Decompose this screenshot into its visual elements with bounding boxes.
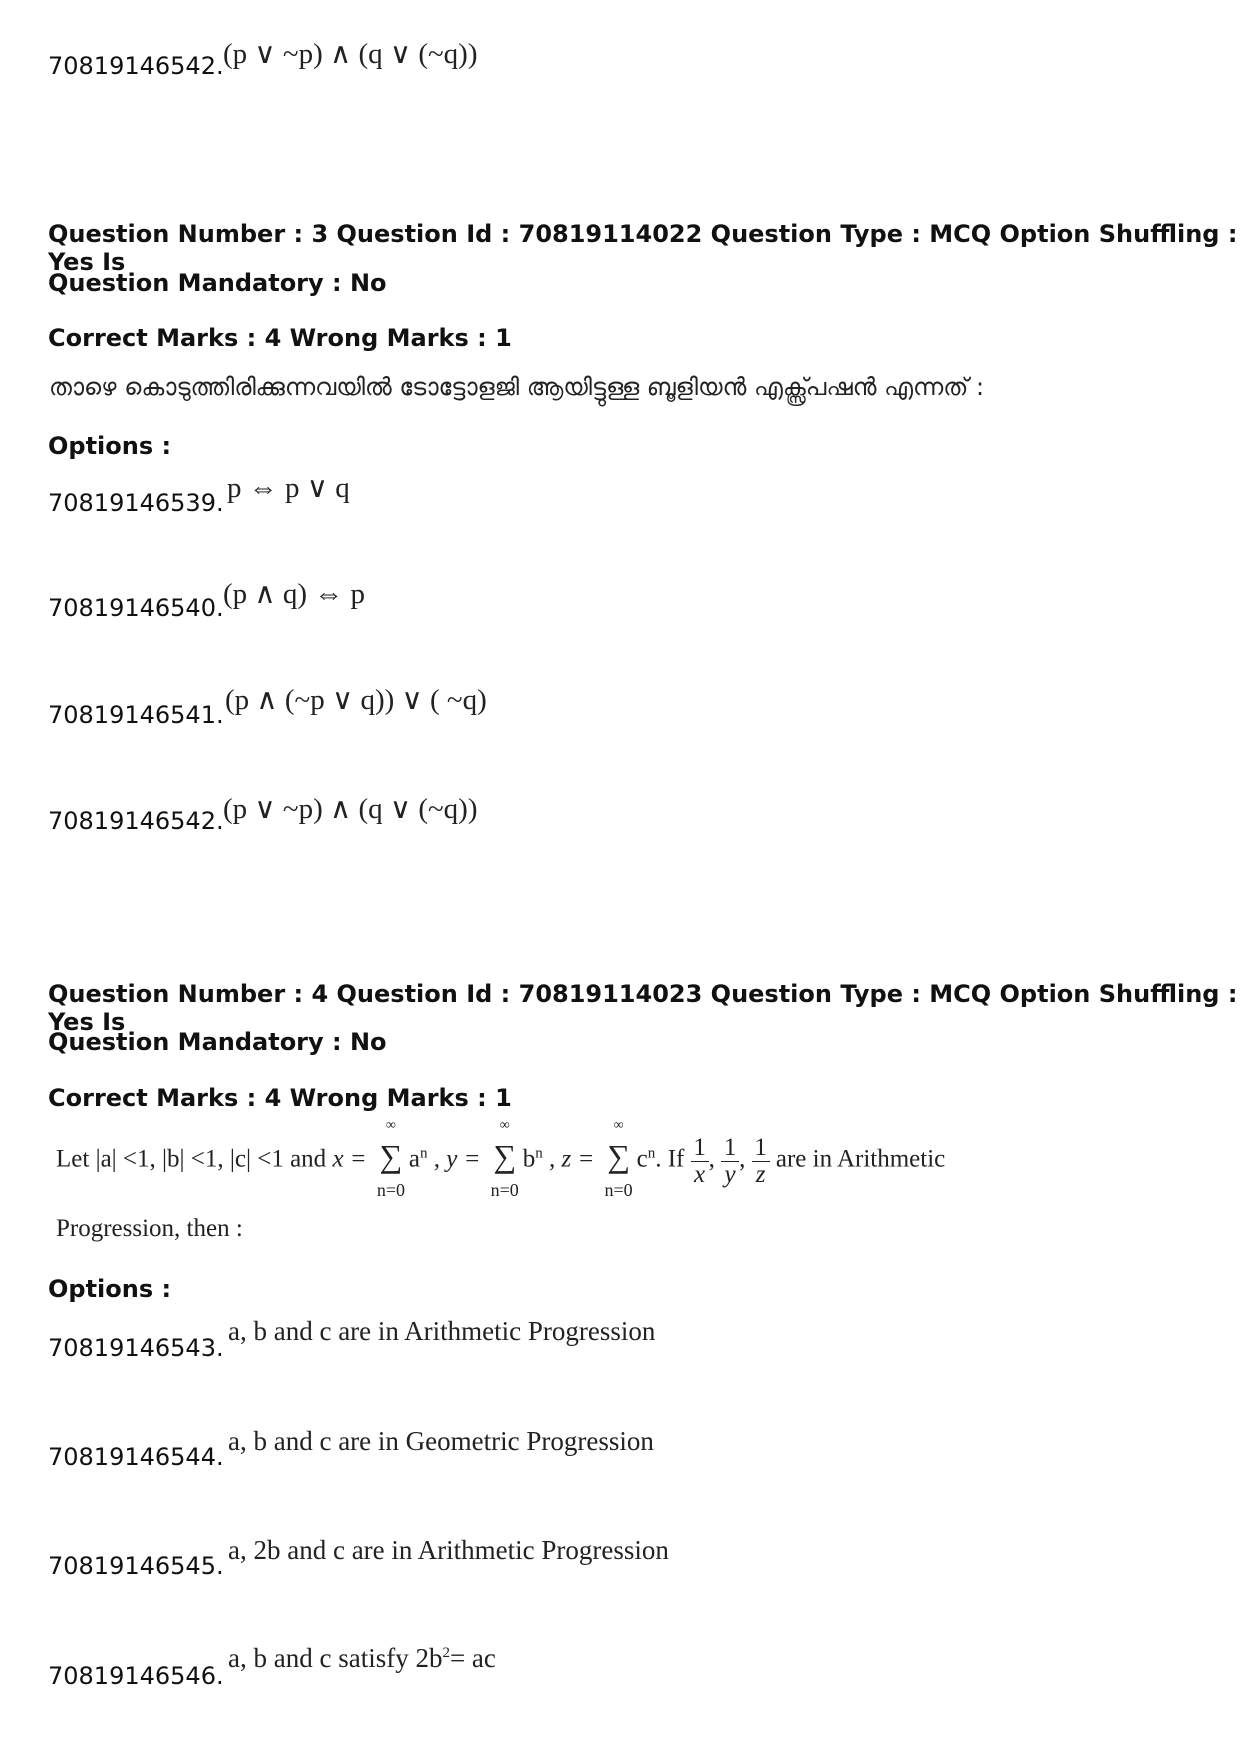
question-lead: Let |a| <1, |b| <1, |c| <1 and xyxy=(56,1145,327,1173)
question-marks: Correct Marks : 4 Wrong Marks : 1 xyxy=(48,324,512,352)
options-label: Options : xyxy=(48,1275,172,1303)
sum-z xyxy=(601,1118,637,1204)
question-header-line2: Question Mandatory : No xyxy=(48,1028,387,1056)
option-text: a, 2b and c are in Arithmetic Progression xyxy=(228,1535,669,1565)
sum-upper-limit: ∞ xyxy=(385,1118,396,1133)
question-header-line2: Question Mandatory : No xyxy=(48,269,387,297)
question-line2: Progression, then : xyxy=(56,1215,243,1242)
numerator: 1 xyxy=(691,1135,709,1162)
c-term: c xyxy=(636,1145,648,1173)
sum-lower-limit: n=0 xyxy=(490,1180,519,1200)
sigma-symbol: ∑ xyxy=(607,1138,630,1174)
option-expression: (p ∨ ~p) ∧ (q ∨ (~q)) xyxy=(223,793,478,825)
sigma-symbol: ∑ xyxy=(379,1138,403,1174)
denominator: x xyxy=(694,1160,706,1188)
option-id: 70819146541. xyxy=(48,701,224,729)
denominator: z xyxy=(755,1160,766,1188)
option-id: 70819146539. xyxy=(48,489,224,517)
exponent: 2 xyxy=(442,1645,450,1661)
option-id: 70819146543. xyxy=(48,1334,224,1362)
numerator: 1 xyxy=(721,1135,739,1162)
question-text: താഴെ കൊടുത്തിരിക്കുന്നവയിൽ ടോട്ടോളജി ആയിട്ടുള്ള ബൂളിയൻ എക്സ്പ്രഷൻ എന്നത് : xyxy=(49,373,985,401)
option-text xyxy=(228,1643,496,1674)
question-header-line1: Question Number : 3 Question Id : 70819114022 Question Type : MCQ Option Shuffling : Yes Is xyxy=(48,220,1238,276)
option-text-post: = ac xyxy=(449,1643,496,1673)
numerator: 1 xyxy=(752,1135,770,1162)
sum-x xyxy=(373,1118,409,1204)
option-expression: (p ∨ ~p) ∧ (q ∨ (~q)) xyxy=(223,38,478,70)
question-header-line1: Question Number : 4 Question Id : 70819114023 Question Type : MCQ Option Shuffling : Yes Is xyxy=(48,980,1238,1036)
y-equals: , y = xyxy=(433,1145,481,1173)
option-id: 70819146546. xyxy=(48,1662,224,1690)
exponent: n xyxy=(647,1145,656,1162)
option-id: 70819146542. xyxy=(48,52,224,80)
if-text: . If xyxy=(655,1145,685,1173)
b-term: b xyxy=(522,1145,536,1173)
options-label: Options : xyxy=(48,432,172,460)
option-expression: (p ∧ q) ⇔ p xyxy=(223,578,366,610)
option-text: a, b and c are in Arithmetic Progression xyxy=(228,1316,656,1346)
sum-lower-limit: n=0 xyxy=(604,1180,633,1200)
option-id: 70819146544. xyxy=(48,1443,224,1471)
option-text-pre: a, b and c satisfy 2b xyxy=(228,1643,443,1673)
fraction-1-over-x xyxy=(691,1135,709,1188)
fraction-1-over-y xyxy=(721,1135,739,1188)
sigma-symbol: ∑ xyxy=(493,1138,517,1174)
exponent: n xyxy=(535,1145,543,1162)
sum-y xyxy=(487,1118,523,1204)
sum-upper-limit: ∞ xyxy=(613,1118,624,1133)
sum-upper-limit: ∞ xyxy=(499,1118,510,1133)
question-tail: are in Arithmetic xyxy=(775,1145,946,1173)
sum-lower-limit: n=0 xyxy=(376,1180,405,1200)
z-equals: , z = xyxy=(548,1145,595,1173)
option-id: 70819146545. xyxy=(48,1552,224,1580)
x-equals: x = xyxy=(332,1145,367,1173)
option-id: 70819146540. xyxy=(48,594,224,622)
option-expression: (p ∧ (~p ∨ q)) ∨ ( ~q) xyxy=(225,684,487,716)
option-id: 70819146542. xyxy=(48,807,224,835)
exponent: n xyxy=(420,1145,428,1162)
denominator: y xyxy=(724,1160,736,1188)
question-formula: Let |a| <1, |b| <1, |c| <1 and x = ∞ ∑ n=0 $a^n$ , y = ∞ ∑ n=0 $b^n$ , z = ∞ ∑ n=0 $c^n$. If $\frac{1}{x}$ , $\frac{1}{y}$ , $\frac{1}{z}$ are in Arithmetic xyxy=(56,1118,945,1204)
fraction-1-over-z xyxy=(752,1135,770,1188)
option-expression: p ⇔ p ∨ q xyxy=(227,472,350,504)
option-text: a, b and c are in Geometric Progression xyxy=(228,1426,654,1456)
question-marks: Correct Marks : 4 Wrong Marks : 1 xyxy=(48,1084,512,1112)
a-term: a xyxy=(408,1145,421,1173)
